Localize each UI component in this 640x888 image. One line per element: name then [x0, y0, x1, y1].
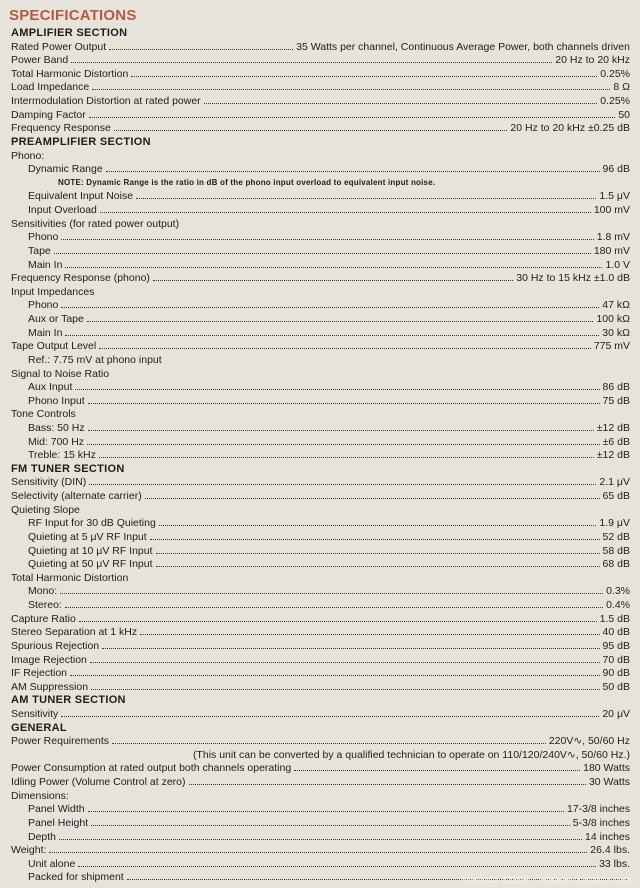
section-heading: [11, 721, 630, 735]
spec-label: Image Rejection: [11, 653, 87, 666]
spec-row: [28, 802, 630, 816]
spec-label: Idling Power (Volume Control at zero): [11, 776, 186, 789]
spec-row: [28, 530, 630, 544]
spec-label: Sensitivities (for rated power output): [11, 217, 180, 230]
spec-row: [11, 40, 630, 54]
spec-row: [28, 394, 630, 408]
spec-value: 1.5 dB: [599, 612, 630, 625]
spec-row: [11, 367, 630, 381]
spec-label: Power Consumption at rated output both channels operating: [11, 762, 292, 775]
section-heading: [11, 462, 630, 476]
dot-leader: [70, 666, 600, 676]
spec-label: Damping Factor: [11, 108, 86, 121]
spec-row: [28, 189, 630, 203]
spec-row: [11, 612, 630, 626]
spec-value: 68 dB: [602, 558, 630, 571]
spec-row: [11, 843, 630, 857]
dot-leader: [61, 707, 599, 717]
spec-label: AM Suppression: [11, 680, 89, 693]
spec-value: 50: [618, 108, 630, 121]
spec-label: IF Rejection: [11, 667, 68, 680]
spec-row: [11, 489, 630, 503]
spec-label: Quieting at 5 μV RF Input: [28, 530, 147, 543]
spec-value: 0.3%: [606, 585, 630, 598]
spec-value: 96 dB: [602, 163, 630, 176]
spec-value: 52 dB: [602, 530, 630, 543]
dot-leader: [60, 584, 603, 594]
spec-remark: [11, 748, 630, 762]
spec-label: AM TUNER SECTION: [11, 694, 126, 707]
dot-leader: [54, 244, 591, 254]
spec-label: Dynamic Range: [28, 163, 103, 176]
spec-label: Panel Height: [28, 816, 89, 829]
dot-leader: [87, 312, 594, 322]
spec-value: ±12 dB: [596, 421, 630, 434]
spec-row: [28, 312, 630, 326]
spec-label: Main In: [28, 258, 63, 271]
spec-label: Quieting at 10 μV RF Input: [28, 544, 153, 557]
spec-label: Tape: [28, 244, 51, 257]
dot-leader: [91, 816, 570, 826]
dot-leader: [99, 448, 594, 458]
dot-leader: [159, 516, 597, 526]
spec-label: Equivalent Input Noise: [28, 190, 134, 203]
spec-label: Phono: [28, 231, 59, 244]
spec-label: Frequency Response: [11, 122, 111, 135]
spec-label: Unit alone: [28, 857, 76, 870]
spec-row: [11, 789, 630, 803]
spec-value: ±12 dB: [596, 449, 630, 462]
spec-value: 17-3/8 inches: [566, 803, 630, 816]
spec-label: FM TUNER SECTION: [11, 462, 125, 475]
spec-value: 30 kΩ: [602, 326, 630, 339]
dot-leader: [102, 639, 599, 649]
dot-leader: [59, 830, 582, 840]
dot-leader: [189, 775, 586, 785]
spec-label: Packed for shipment: [28, 871, 124, 884]
dot-leader: [156, 557, 600, 567]
spec-row: [28, 598, 630, 612]
spec-value: 20 μV: [602, 708, 630, 720]
dot-leader: [140, 625, 599, 635]
spec-value: 40 dB: [602, 626, 630, 639]
spec-row: [28, 298, 630, 312]
spec-label: Total Harmonic Distortion: [11, 67, 129, 80]
spec-row: [11, 761, 630, 775]
dot-leader: [112, 734, 546, 744]
spec-label: Load Impedance: [11, 81, 90, 94]
spec-row: [11, 67, 630, 81]
spec-row: [11, 639, 630, 653]
spec-row: [11, 149, 630, 163]
spec-row: [11, 80, 630, 94]
spec-row: [28, 258, 630, 272]
spec-label: Phono:: [11, 149, 45, 162]
spec-label: Dimensions:: [11, 789, 69, 802]
dot-leader: [65, 258, 602, 268]
spec-row: [11, 707, 630, 721]
dot-leader: [89, 475, 596, 485]
spec-value: 180 mV: [593, 244, 630, 257]
spec-row: [11, 680, 630, 694]
spec-label: Phono Input: [28, 394, 85, 407]
spec-label: RF Input for 30 dB Quieting: [28, 517, 156, 530]
spec-label: Capture Ratio: [11, 612, 76, 625]
spec-value: 0.25%: [600, 67, 630, 80]
spec-label: Input Impedances: [11, 285, 95, 298]
dot-leader: [91, 680, 600, 690]
spec-value: 30 Hz to 15 kHz ±1.0 dB: [516, 272, 630, 285]
spec-row: [11, 503, 630, 517]
spec-label: Intermodulation Distortion at rated power: [11, 95, 201, 108]
spec-row: [28, 244, 630, 258]
spec-row: [28, 203, 630, 217]
spec-value: 47 kΩ: [602, 299, 630, 312]
spec-label: Stereo Separation at 1 kHz: [11, 626, 138, 639]
spec-value: 1.9 μV: [599, 517, 630, 530]
dot-leader: [65, 326, 599, 336]
section-heading: [11, 26, 630, 40]
dot-leader: [71, 53, 552, 63]
spec-label: Input Overload: [28, 204, 97, 217]
dot-leader: [87, 435, 600, 445]
spec-row: [11, 475, 630, 489]
spec-value: 65 dB: [602, 490, 630, 503]
dot-leader: [88, 421, 594, 431]
spec-value: ±6 dB: [602, 435, 630, 448]
spec-row: [28, 380, 630, 394]
spec-row: [11, 407, 630, 421]
spec-value: 180 Watts: [583, 762, 630, 775]
spec-row: [28, 830, 630, 844]
section-heading: [11, 693, 630, 707]
spec-value: 20 Hz to 20 kHz: [555, 54, 630, 67]
spec-row: [28, 162, 630, 176]
spec-label: PREAMPLIFIER SECTION: [11, 135, 151, 148]
page-title: SPECIFICATIONS: [9, 7, 137, 24]
spec-value: 95 dB: [602, 639, 630, 652]
dot-leader: [136, 189, 596, 199]
dot-leader: [88, 394, 600, 404]
spec-label: Quieting Slope: [11, 503, 80, 516]
spec-label: Ref.: 7.75 mV at phono input: [28, 353, 162, 366]
section-heading: [11, 135, 630, 149]
spec-note: [58, 176, 630, 190]
spec-value: 100 kΩ: [596, 313, 630, 326]
dot-leader: [78, 857, 596, 867]
spec-value: 220V∿, 50/60 Hz: [548, 735, 630, 748]
spec-row: [11, 653, 630, 667]
dot-leader: [88, 802, 564, 812]
spec-row: [28, 448, 630, 462]
dot-leader: [100, 203, 591, 213]
spec-row: [28, 230, 630, 244]
dot-leader: [131, 67, 597, 77]
spec-label: Power Requirements: [11, 735, 110, 748]
spec-row: [28, 857, 630, 871]
spec-value: 100 mV: [593, 204, 630, 217]
spec-row: [11, 775, 630, 789]
spec-value: 86 dB: [602, 381, 630, 394]
spec-row: [28, 557, 630, 571]
dot-leader: [294, 761, 580, 771]
dot-leader: [99, 339, 591, 349]
spec-label: GENERAL: [11, 721, 67, 734]
dot-leader: [156, 544, 600, 554]
spec-label: Bass: 50 Hz: [28, 421, 85, 434]
spec-value: 1.8 mV: [596, 231, 630, 244]
spec-row: [11, 734, 630, 748]
spec-label: Stereo:: [28, 599, 62, 612]
spec-label: Phono: [28, 299, 59, 312]
dot-leader: [150, 530, 600, 540]
dot-leader: [153, 271, 513, 281]
dot-leader: [90, 653, 600, 663]
spec-value: 30 Watts: [588, 776, 630, 789]
spec-label: Treble: 15 kHz: [28, 449, 96, 462]
spec-label: Weight:: [11, 844, 47, 857]
spec-label: Power Band: [11, 54, 69, 67]
spec-row: [11, 121, 630, 135]
spec-value: 70 dB: [602, 653, 630, 666]
spec-value: 8 Ω: [613, 81, 630, 94]
dot-leader: [79, 612, 597, 622]
spec-row: [28, 421, 630, 435]
spec-row: [11, 666, 630, 680]
dot-leader: [145, 489, 600, 499]
dot-leader: [92, 80, 610, 90]
dot-leader: [65, 598, 603, 608]
spec-row: [11, 271, 630, 285]
spec-label: Signal to Noise Ratio: [11, 367, 110, 380]
spec-value: 33 lbs.: [599, 857, 630, 870]
spec-label: Mono:: [28, 585, 58, 598]
spec-row: [28, 544, 630, 558]
spec-value: 50 dB: [602, 680, 630, 693]
spec-label: Sensitivity: [11, 708, 59, 720]
dot-leader: [61, 298, 599, 308]
spec-row: [11, 94, 630, 108]
dot-leader: [75, 380, 599, 390]
spec-row: [28, 816, 630, 830]
spec-label: NOTE: Dynamic Range is the ratio in dB of the phono input overload to equivalent input noise.: [58, 177, 436, 187]
spec-label: Aux Input: [28, 381, 73, 394]
spec-row: [28, 353, 630, 367]
spec-label: Frequency Response (phono): [11, 272, 150, 285]
spec-value: 5-3/8 inches: [572, 816, 630, 829]
spec-label: AMPLIFIER SECTION: [11, 27, 128, 39]
spec-label: Spurious Rejection: [11, 639, 100, 652]
dot-leader: [106, 162, 600, 172]
spec-value: 35 Watts per channel, Continuous Average Power, both channels driven: [296, 40, 630, 53]
spec-row: [11, 625, 630, 639]
spec-label: Selectivity (alternate carrier): [11, 490, 142, 503]
spec-label: Total Harmonic Distortion: [11, 571, 129, 584]
spec-value: 90 dB: [602, 667, 630, 680]
spec-label: Main In: [28, 326, 63, 339]
spec-row: [11, 108, 630, 122]
spec-value: 775 mV: [593, 340, 630, 353]
spec-value: 14 inches: [585, 830, 630, 843]
spec-label: Quieting at 50 μV RF Input: [28, 558, 153, 571]
dot-leader: [114, 121, 508, 131]
spec-row: [28, 516, 630, 530]
spec-value: 0.4%: [606, 599, 630, 612]
spec-value: 0.25%: [600, 95, 630, 108]
spec-label: Mid: 700 Hz: [28, 435, 85, 448]
spec-row: [28, 326, 630, 340]
spec-value: 20 Hz to 20 kHz ±0.25 dB: [510, 122, 630, 135]
spec-value: 75 dB: [602, 394, 630, 407]
spec-row: [11, 53, 630, 67]
spec-row: [28, 435, 630, 449]
spec-row: [11, 217, 630, 231]
spec-label: Rated Power Output: [11, 40, 107, 53]
spec-value: 26.4 lbs.: [590, 844, 630, 857]
spec-value: 1.0 V: [605, 258, 630, 271]
watermark: Marantz 2235B - vintage-marantz.com: [461, 875, 632, 886]
dot-leader: [109, 40, 293, 50]
spec-value: 58 dB: [602, 544, 630, 557]
spec-label: Aux or Tape: [28, 313, 84, 326]
spec-row: [11, 339, 630, 353]
dot-leader: [89, 108, 616, 118]
spec-label: Tone Controls: [11, 408, 76, 421]
spec-row: [11, 285, 630, 299]
spec-label: Panel Width: [28, 803, 85, 816]
spec-value: 2.1 μV: [599, 476, 630, 489]
spec-label: (This unit can be converted by a qualified technician to operate on 110/120/240V∿, 50/60 Hz.): [192, 748, 630, 761]
dot-leader: [204, 94, 598, 104]
spec-value: 1.5 μV: [599, 190, 630, 203]
spec-row: [28, 584, 630, 598]
spec-label: Depth: [28, 830, 57, 843]
spec-label: Tape Output Level: [11, 340, 97, 353]
dot-leader: [61, 230, 593, 240]
spec-label: Sensitivity (DIN): [11, 476, 87, 489]
dot-leader: [49, 843, 587, 853]
spec-row: [11, 571, 630, 585]
